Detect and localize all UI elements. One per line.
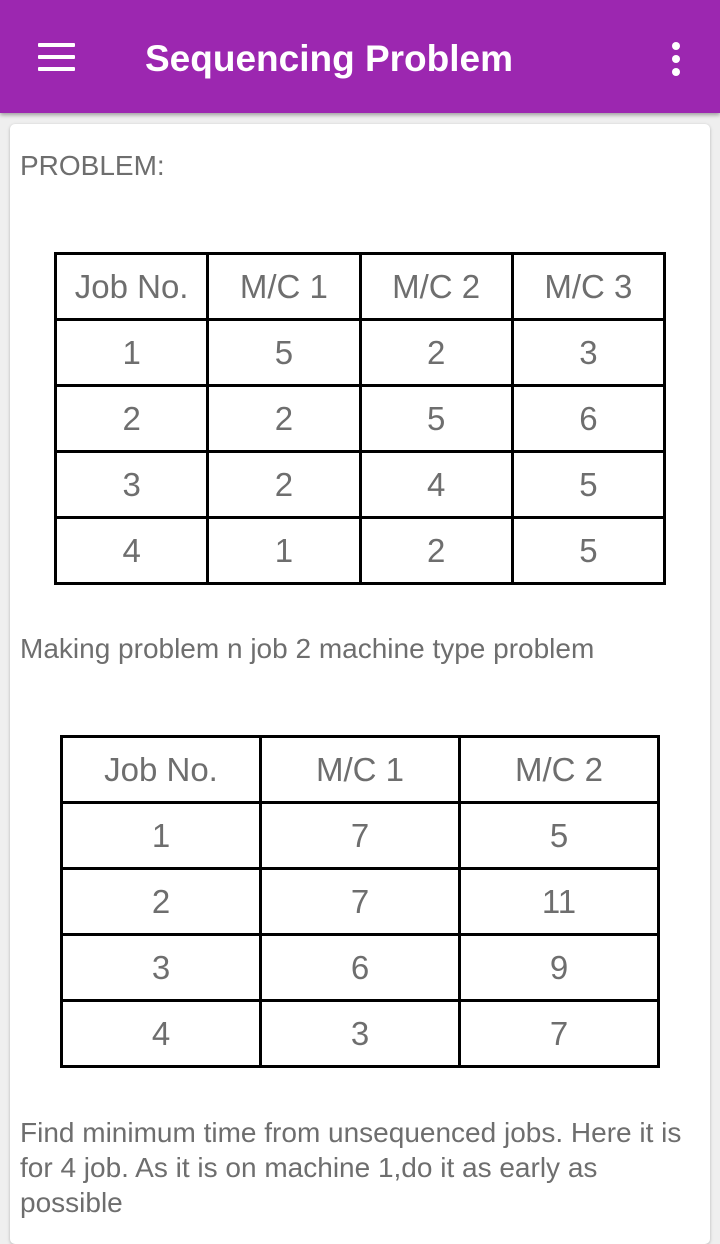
table-header-cell: M/C 1 [208, 254, 360, 320]
table-row [56, 452, 665, 518]
table-header-cell: Job No. [62, 737, 261, 803]
table-cell: 5 [208, 320, 360, 386]
table-cell: 1 [62, 803, 261, 869]
app-bar [0, 0, 720, 113]
table-cell: 4 [360, 452, 512, 518]
table-cell: 3 [261, 1001, 460, 1067]
table-cell: 5 [460, 803, 659, 869]
table-cell: 5 [512, 518, 664, 584]
table-header-cell: M/C 2 [460, 737, 659, 803]
table-cell: 3 [512, 320, 664, 386]
table-row [56, 386, 665, 452]
table-cell: 2 [208, 386, 360, 452]
table-cell: 11 [460, 869, 659, 935]
overflow-menu-button[interactable] [652, 30, 700, 86]
problem-table [54, 252, 666, 585]
table-cell: 2 [360, 320, 512, 386]
table-cell: 2 [56, 386, 208, 452]
table-cell: 6 [512, 386, 664, 452]
table-row [62, 803, 659, 869]
table-header-row [56, 254, 665, 320]
table-header-row [62, 737, 659, 803]
table-header-cell: M/C 3 [512, 254, 664, 320]
table-cell: 6 [261, 935, 460, 1001]
table-cell: 7 [460, 1001, 659, 1067]
conversion-text: Making problem n job 2 machine type problem [20, 633, 595, 664]
explanation-text: Find minimum time from unsequenced jobs. Here it is for 4 job. As it is on machine 1,do it as early as possible [20, 1117, 682, 1218]
table-row [62, 869, 659, 935]
table-row [62, 1001, 659, 1067]
table-cell: 1 [56, 320, 208, 386]
table-cell: 7 [261, 803, 460, 869]
problem-heading: PROBLEM: [20, 150, 165, 181]
table-cell: 5 [512, 452, 664, 518]
table-cell: 9 [460, 935, 659, 1001]
table-cell: 2 [62, 869, 261, 935]
table-cell: 7 [261, 869, 460, 935]
table-header-cell: M/C 2 [360, 254, 512, 320]
table-cell: 2 [208, 452, 360, 518]
table-cell: 2 [360, 518, 512, 584]
app-title: Sequencing Problem [145, 38, 514, 79]
table-cell: 3 [62, 935, 261, 1001]
two-machine-table [60, 735, 660, 1068]
menu-button[interactable] [22, 26, 90, 88]
table-row [56, 518, 665, 584]
table-row [62, 935, 659, 1001]
table-header-cell: Job No. [56, 254, 208, 320]
table-cell: 5 [360, 386, 512, 452]
table-cell: 3 [56, 452, 208, 518]
table-cell: 4 [56, 518, 208, 584]
table-header-cell: M/C 1 [261, 737, 460, 803]
table-cell: 1 [208, 518, 360, 584]
table-cell: 4 [62, 1001, 261, 1067]
table-row [56, 320, 665, 386]
content-card [10, 124, 710, 1244]
